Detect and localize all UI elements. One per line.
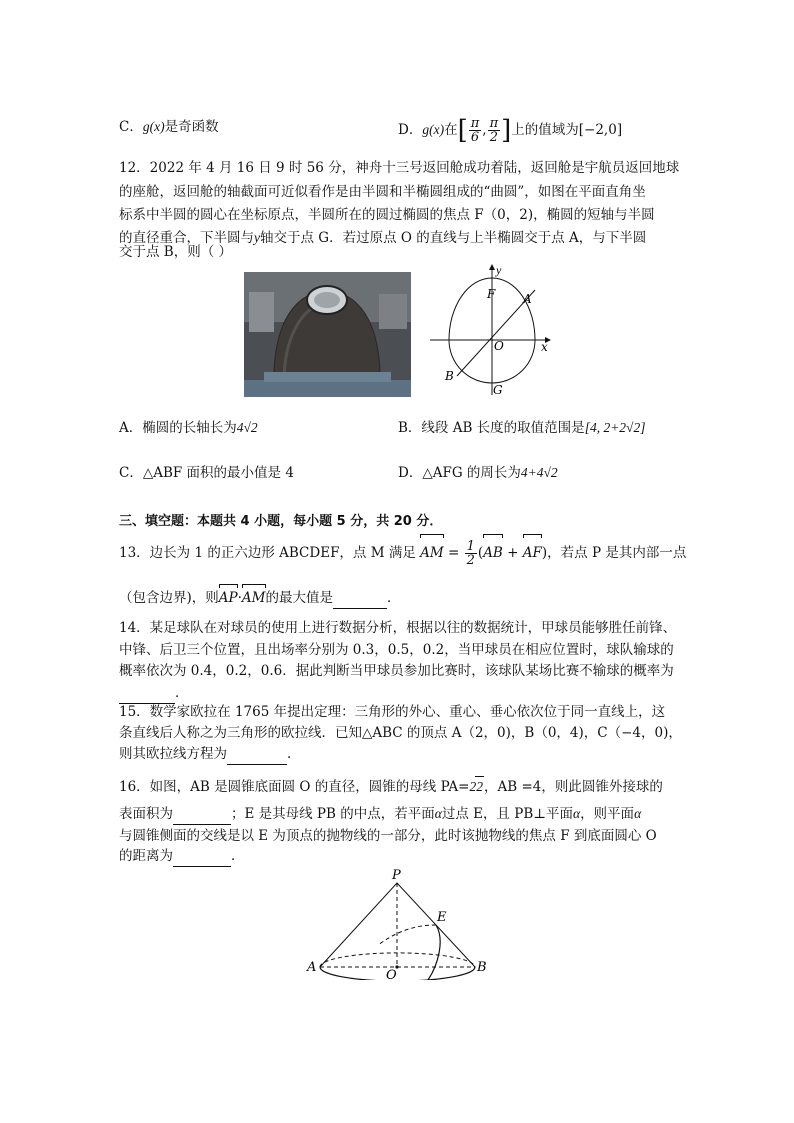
q12-line-4: 的直径重合，下半圆与y轴交于点 G．若过原点 O 的直线与上半椭圆交于点 A，与下半圆: [119, 230, 647, 246]
q15-line-1: 15．数学家欧拉在 1765 年提出定理：三角形的外心、重心、垂心依次位于同一直线上，这: [119, 704, 666, 720]
answer-blank: [227, 744, 287, 765]
q15-line-2: 条直线后人称之为三角形的欧拉线．已知△ABC 的顶点 A（2，0)，B（0，4)，C（−4，0)，: [119, 725, 682, 741]
q11-option-c: C．g(x)是奇函数: [119, 119, 219, 135]
answer-blank: [173, 804, 231, 825]
pi-over-2: $\frac{\pi}{2}$: [489, 116, 499, 145]
answer-blank: [333, 588, 387, 609]
q14-line-3: 概率依次为 0.4，0.2，0.6．据此判断当甲球员参加比赛时，该球队某场比赛不输球的概率为: [119, 663, 674, 679]
q12-line-1: 12．2022 年 4 月 16 日 9 时 56 分，神舟十三号返回舱成功着陆，返回舱是宇航员返回地球: [119, 160, 680, 176]
parabola-hidden: [378, 925, 436, 945]
label-g: G: [493, 383, 503, 397]
q12-figure: [425, 260, 560, 400]
q12-line-2: 的座舱，返回舱的轴截面可近似看作是由半圆和半椭圆组成的“曲圆”，如图在平面直角坐: [119, 184, 646, 200]
label-a: A: [523, 292, 532, 306]
label-x: x: [541, 340, 548, 354]
answer-blank: [173, 846, 231, 867]
label-o: O: [386, 968, 397, 980]
q16-line-2: 表面积为 ；E 是其母线 PB 的中点，若平面α过点 E，且 PB⊥平面α，则平面α: [119, 804, 641, 825]
q12-line-5: 交于点 B，则（ ）: [119, 244, 233, 260]
q11-option-d: D．g(x)在[ $\frac{\pi}{6}$ , $\frac{\pi}{2}$ ]上的值域为[−2,0]: [398, 115, 623, 146]
g-of-x: g(x): [142, 119, 165, 134]
q14-line-1: 14．某足球队在对球员的使用上进行数据分析，根据以往的数据统计，甲球员能够胜任前锋、: [119, 620, 677, 636]
label-f: F: [487, 287, 496, 301]
label-b: B: [477, 960, 487, 975]
label-p: P: [392, 868, 401, 883]
q16-cone-figure: [300, 865, 500, 980]
q13-line-1: 13．边长为 1 的正六边形 ABCDEF，点 M 满足 AM = $\frac{1}{2}$ (AB + AF)，若点 P 是其内部一点: [119, 539, 687, 568]
base-front-arc: [320, 967, 475, 980]
q12-line-3: 标系中半圆的圆心在坐标原点，半圆所在的圆过椭圆的焦点 F（0，2)，椭圆的短轴与半圆: [119, 207, 655, 223]
parabola-visible: [428, 925, 440, 980]
q12-option-c: C．△ABF 面积的最小值是 4: [119, 465, 294, 481]
q14-line-4: ．: [119, 683, 189, 704]
q14-line-2: 中锋、后卫三个位置，且出场率分别为 0.3，0.5，0.2，当甲球员在相应位置时，球队输球的: [119, 642, 674, 658]
label-o: O: [494, 339, 504, 353]
q16-line-3: 与圆锥侧面的交线是以 E 为顶点的抛物线的一部分，此时该抛物线的焦点 F 到底面圆心 O: [119, 828, 657, 844]
q16-line-1: 16．如图，AB 是圆锥底面圆 O 的直径，圆锥的母线 PA=22，AB =4，则此圆锥外接球的: [119, 776, 663, 797]
q16-line-4: 的距离为 ．: [119, 846, 245, 867]
label-e: E: [437, 910, 447, 925]
answer-blank: [119, 683, 175, 704]
section-heading: 三、填空题：本题共 4 小题，每小题 5 分，共 20 分．: [119, 514, 443, 529]
q13-line-2: （包含边界)，则AP·AM的最大值是 ．: [119, 588, 401, 609]
label-y: y: [496, 263, 502, 277]
capsule-photo: [244, 272, 411, 397]
pi-over-6: $\frac{\pi}{6}$: [470, 116, 480, 145]
label-b: B: [445, 369, 454, 383]
q12-option-a: A．椭圆的长轴长为4√2: [119, 420, 258, 436]
q15-line-3: 则其欧拉线方程为 ．: [119, 744, 301, 765]
q12-option-b: B．线段 AB 长度的取值范围是[4, 2+2√2]: [398, 420, 646, 436]
q12-option-d: D．△AFG 的周长为4+4√2: [398, 465, 558, 481]
label-a: A: [307, 960, 317, 975]
